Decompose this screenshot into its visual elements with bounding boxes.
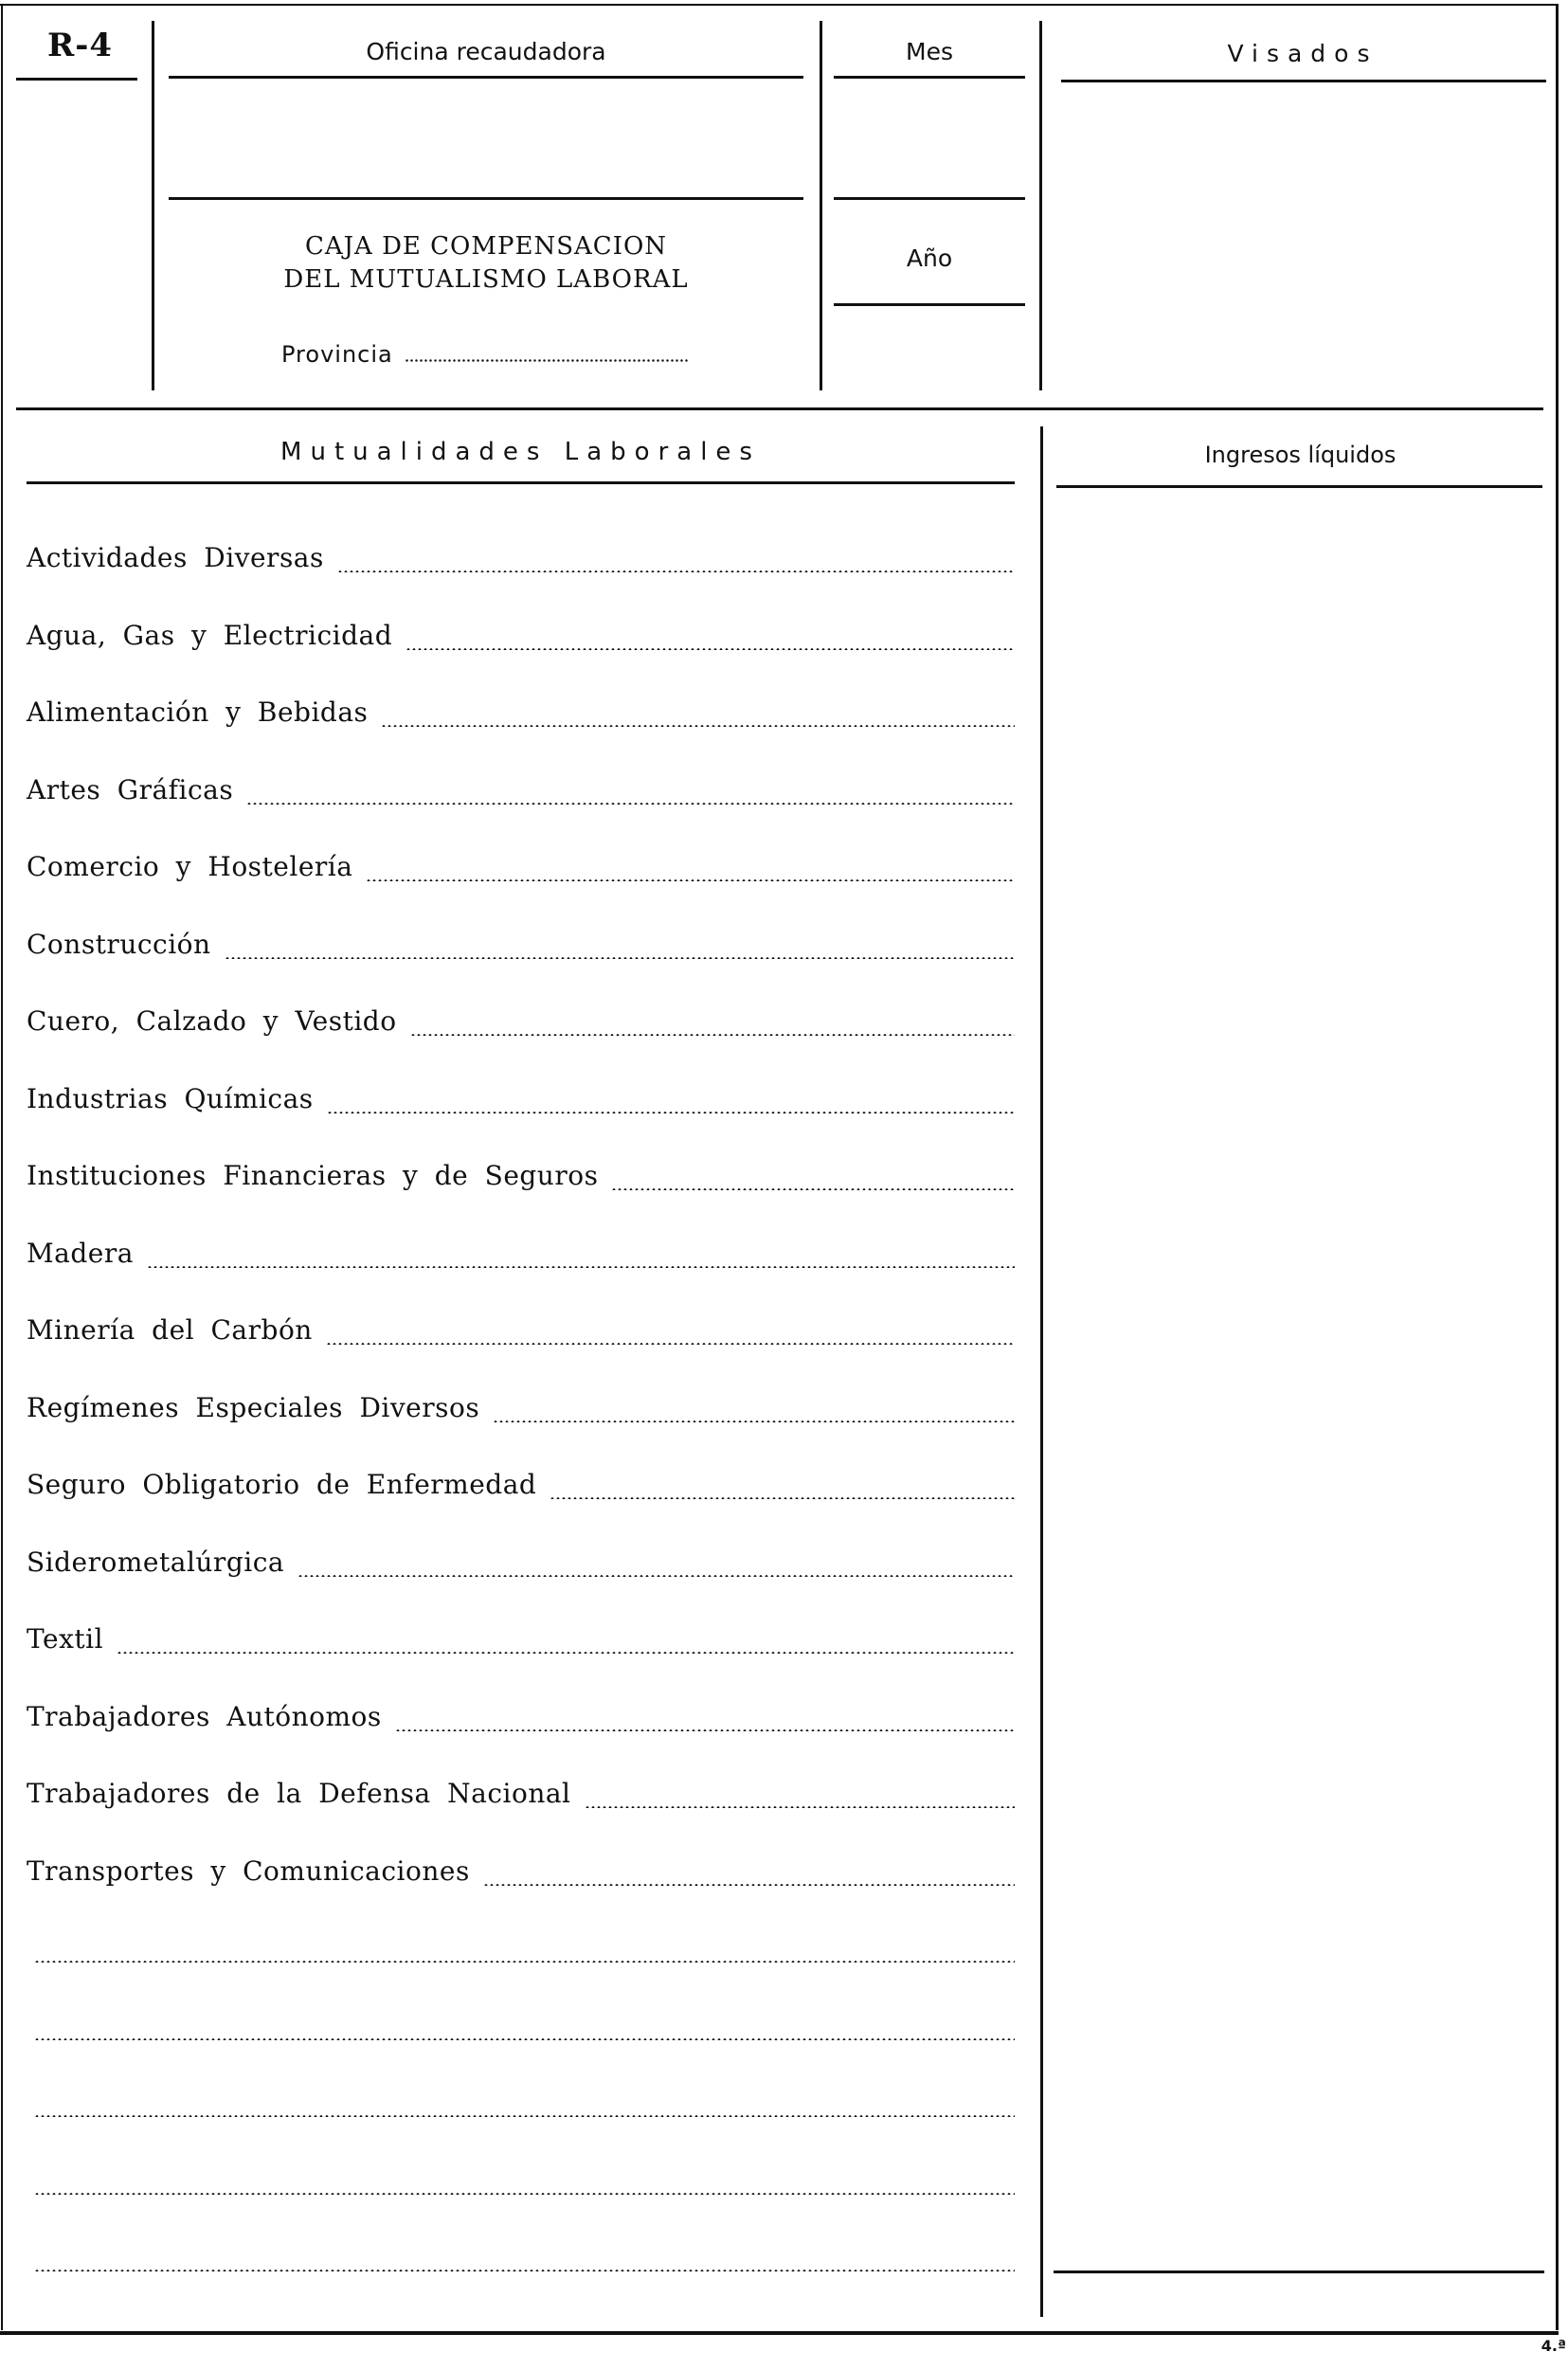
frame-top-line [0,4,1557,6]
provincia-row [281,341,689,368]
table-row [27,774,1015,812]
code-underline [16,78,137,81]
row-dot-leader [225,957,1015,959]
table-row [27,2010,1015,2048]
ingresos-value-field[interactable] [1056,851,1542,889]
anio-field[interactable] [834,308,1025,384]
row-dot-leader [246,803,1015,805]
row-label: Siderometalúrgica [27,1546,285,1578]
page-number: 4.ª [1541,2337,1566,2355]
mutualidades-header: Mutualidades Laborales [280,438,761,466]
table-row [27,2087,1015,2125]
header-divider-3 [1039,21,1042,390]
row-label: Agua, Gas y Electricidad [27,619,393,651]
ingresos-value-field[interactable] [1056,774,1542,812]
row-dot-leader [327,1112,1015,1113]
ingresos-value-field[interactable] [1056,929,1542,967]
row-label: Cuero, Calzado y Vestido [27,1005,397,1037]
ingresos-value-field[interactable] [1056,1392,1542,1430]
ingresos-value-field[interactable] [1056,2087,1542,2125]
ingresos-value-field[interactable] [1056,542,1542,580]
caja-title-line1: CAJA DE COMPENSACION [304,232,668,261]
ingresos-value-field[interactable] [1056,1623,1542,1661]
ingresos-value-field[interactable] [1056,2241,1542,2279]
row-dot-leader [483,1884,1015,1886]
ingresos-value-field[interactable] [1056,1855,1542,1893]
ingresos-value-field[interactable] [1056,1701,1542,1739]
mes-underline [834,76,1025,79]
row-dot-leader [395,1729,1015,1731]
row-label: Transportes y Comunicaciones [27,1854,470,1887]
table-row [27,1701,1015,1739]
row-label: Regímenes Especiales Diversos [27,1391,480,1423]
row-dot-leader [117,1652,1015,1654]
row-dot-leader [406,648,1015,650]
ingresos-value-field[interactable] [1056,1778,1542,1816]
row-label: Actividades Diversas [27,542,324,573]
row-dot-leader [326,1343,1015,1345]
row-dot-leader [585,1806,1015,1808]
row-dot-leader [366,879,1015,881]
row-label: Alimentación y Bebidas [27,697,369,728]
row-label: Minería del Carbón [27,1314,313,1346]
table-row [27,1160,1015,1198]
oficina-underline [169,76,803,79]
row-dot-leader [34,1961,1015,1963]
row-label: Textil [27,1623,104,1655]
caja-title-line2: DEL MUTUALISMO LABORAL [283,265,689,294]
row-dot-leader [34,2193,1015,2195]
ingresos-value-field[interactable] [1056,1005,1542,1043]
table-row [27,1469,1015,1507]
anio-underline [834,303,1025,306]
table-row [27,1778,1015,1816]
table-row [27,929,1015,967]
provincia-field[interactable] [405,345,689,362]
row-label: Construcción [27,928,211,960]
row-dot-leader [34,2270,1015,2271]
row-dot-leader [34,2038,1015,2040]
mutualidades-underline [27,481,1015,484]
form-code: R-4 [47,27,114,64]
row-dot-leader [147,1266,1015,1268]
ingresos-underline [1056,485,1542,488]
ingresos-value-field[interactable] [1056,697,1542,734]
oficina-label: Oficina recaudadora [366,38,606,65]
row-label: Artes Gráficas [27,773,234,805]
visados-label: Visados [1227,40,1379,67]
ingresos-value-field[interactable] [1056,2164,1542,2202]
row-dot-leader [337,570,1015,572]
ingresos-value-field[interactable] [1056,1160,1542,1198]
header-divider-1 [152,21,154,390]
column-divider [1040,426,1043,2317]
table-row [27,2241,1015,2279]
table-row [27,620,1015,658]
row-label: Comercio y Hostelería [27,851,353,882]
table-row [27,1932,1015,1970]
mes-label: Mes [906,38,953,65]
ingresos-value-field[interactable] [1056,1932,1542,1970]
table-row [27,1238,1015,1275]
ingresos-value-field[interactable] [1056,1314,1542,1352]
ingresos-header: Ingresos líquidos [1204,442,1397,468]
header-divider-2 [820,21,822,390]
visados-field[interactable] [1061,85,1546,389]
ingresos-value-field[interactable] [1056,620,1542,658]
ingresos-value-field[interactable] [1056,1469,1542,1507]
frame-right-line [1556,4,1559,2330]
table-row [27,697,1015,734]
provincia-label: Provincia [281,341,393,368]
table-row [27,1547,1015,1584]
table-row [27,1392,1015,1430]
row-dot-leader [297,1575,1015,1577]
row-dot-leader [381,725,1015,727]
row-label: Seguro Obligatorio de Enfermedad [27,1469,537,1500]
anio-label: Año [906,244,953,272]
row-dot-leader [34,2115,1015,2117]
row-dot-leader [410,1034,1015,1036]
frame-bottom-line [0,2331,1559,2335]
ingresos-value-field[interactable] [1056,1083,1542,1121]
ingresos-value-field[interactable] [1056,2010,1542,2048]
mes-field[interactable] [834,81,1025,194]
table-row [27,1083,1015,1121]
row-label: Instituciones Financieras y de Seguros [27,1160,599,1191]
table-row [27,2164,1015,2202]
table-row [27,1005,1015,1043]
row-label: Trabajadores Autónomos [27,1700,382,1732]
row-dot-leader [611,1188,1015,1190]
table-row [27,542,1015,580]
row-label: Trabajadores de la Defensa Nacional [27,1778,571,1809]
oficina-field-line [169,197,803,200]
row-label: Madera [27,1237,134,1269]
ingresos-value-field[interactable] [1056,1238,1542,1275]
table-row [27,851,1015,889]
table-row [27,1314,1015,1352]
table-row [27,1623,1015,1661]
row-dot-leader [493,1420,1015,1422]
ingresos-value-field[interactable] [1056,1547,1542,1584]
visados-underline [1061,80,1546,82]
frame-left-line [1,4,3,2330]
oficina-field[interactable] [169,81,803,194]
mes-field-line [834,197,1025,200]
section-separator [16,407,1543,410]
table-row [27,1855,1015,1893]
row-label: Industrias Químicas [27,1082,314,1114]
row-dot-leader [550,1497,1015,1499]
